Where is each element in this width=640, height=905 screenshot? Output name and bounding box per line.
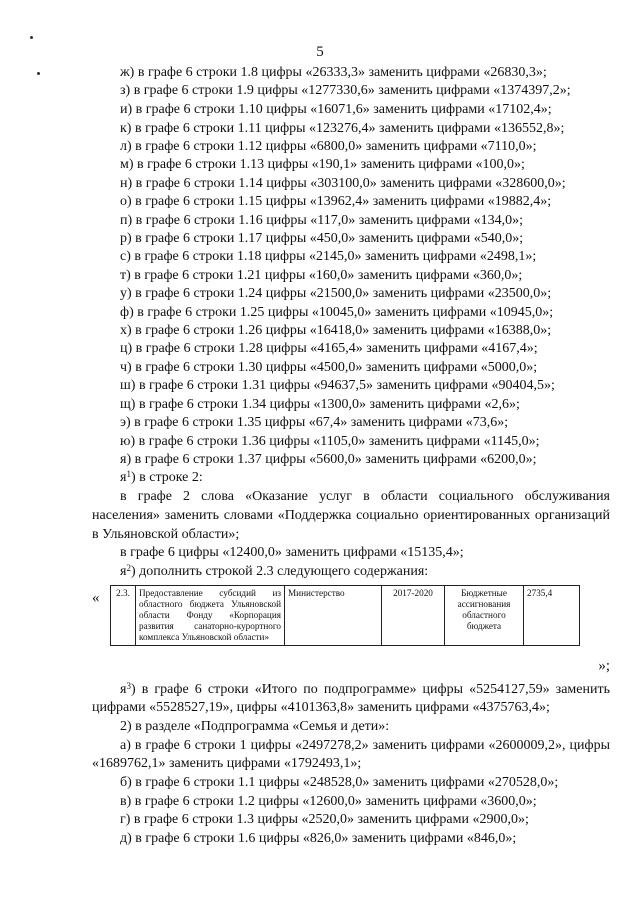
cell-description: Предоставление субсидий из областного бюджета Ульяновской области Фонду «Корпорация развития санаторно-курортного комплекса Ульяновской области»: [136, 585, 285, 645]
cell-number: 2.3.: [111, 585, 136, 645]
amendment-line-grafa6: в графе 6 цифры «12400,0» заменить цифрами «15135,4»;: [120, 545, 464, 561]
amendment-item: д) в графе 6 строки 1.6 цифры «826,0» заменить цифрами «846,0»;: [120, 830, 517, 846]
amendment-ya3: $я^3$) в графе 6 строки «Итого по подпрограмме» цифры «5254127,59» заменить цифрами «5528527,19», цифры «4101363,8» заменить цифрами «4375763,4»;: [92, 680, 610, 716]
amendment-item: к) в графе 6 строки 1.11 цифры «123276,4» заменить цифрами «136552,8»;: [120, 120, 565, 136]
amendment-item: ж) в графе 6 строки 1.8 цифры «26333,3» заменить цифрами «26830,3»;: [120, 65, 547, 80]
amendment-item: у) в графе 6 строки 1.24 цифры «21500,0» заменить цифрами «23500,0»;: [120, 286, 552, 302]
amendment-item: м) в графе 6 строки 1.13 цифры «190,1» заменить цифрами «100,0»;: [120, 157, 525, 173]
cell-source: Бюджетные ассигнования областного бюджета: [445, 585, 524, 645]
amendment-item: о) в графе 6 строки 1.15 цифры «13962,4» заменить цифрами «19882,4»;: [120, 194, 552, 210]
amendment-item: ф) в графе 6 строки 1.25 цифры «10045,0» заменить цифрами «10945,0»;: [120, 304, 554, 320]
amendment-item: с) в графе 6 строки 1.18 цифры «2145,0» заменить цифрами «2498,1»;: [120, 249, 537, 265]
inserted-row-block: [92, 585, 610, 677]
amendment-list-a: [92, 64, 610, 82]
amendment-item: х) в графе 6 строки 1.26 цифры «16418,0» заменить цифрами «16388,0»;: [120, 323, 552, 339]
amendment-item: р) в графе 6 строки 1.17 цифры «450,0» заменить цифрами «540,0»;: [120, 231, 524, 247]
table-row: [111, 585, 580, 645]
amendment-paragraph-grafa2: в графе 2 слова «Оказание услуг в области социального обслуживания населения» заменить словами «Поддержка социально ориентированных организаций в Ульяновской области»;: [92, 488, 610, 542]
amendment-item: л) в графе 6 строки 1.12 цифры «6800,0» заменить цифрами «7110,0»;: [120, 139, 537, 155]
amendment-item: в) в графе 6 строки 1.2 цифры «12600,0» заменить цифрами «3600,0»;: [120, 793, 537, 809]
amendment-item: ч) в графе 6 строки 1.30 цифры «4500,0» заменить цифрами «5000,0»;: [120, 359, 538, 375]
amendment-item: н) в графе 6 строки 1.14 цифры «303100,0» заменить цифрами «328600,0»;: [120, 175, 566, 191]
quote-open: «: [92, 589, 100, 606]
cell-years: 2017-2020: [382, 585, 445, 645]
amendment-item: б) в графе 6 строки 1.1 цифры «248528,0» заменить цифрами «270528,0»;: [120, 775, 559, 791]
amendment-item: г) в графе 6 строки 1.3 цифры «2520,0» заменить цифрами «2900,0»;: [120, 812, 529, 828]
cell-executor: Министерство: [285, 585, 382, 645]
document-body: [92, 64, 610, 848]
amendment-paragraph-a: а) в графе 6 строки 1 цифры «2497278,2» заменить цифрами «2600009,2», цифры «1689762,1» заменить цифрами «1792493,1»;: [92, 737, 610, 772]
amendment-item: я) в графе 6 строки 1.37 цифры «5600,0» заменить цифрами «6200,0»;: [120, 451, 537, 467]
cell-amount: 2735,4: [524, 585, 580, 645]
quote-close: »;: [598, 657, 610, 674]
amendment-item: и) в графе 6 строки 1.10 цифры «16071,6» заменить цифрами «17102,4»;: [120, 102, 552, 118]
amendment-list-b: [92, 101, 610, 469]
amendment-item: ю) в графе 6 строки 1.36 цифры «1105,0» заменить цифрами «1145,0»;: [120, 433, 540, 449]
amendment-item: ц) в графе 6 строки 1.28 цифры «4165,4» заменить цифрами «4167,4»;: [120, 341, 538, 357]
amendment-paragraph-z: з) в графе 6 строки 1.9 цифры «1277330,6» заменить цифрами «1374397,2»;: [120, 83, 571, 99]
scan-dot: [37, 72, 40, 75]
inserted-row-table: [110, 585, 580, 646]
amendment-item: п) в графе 6 строки 1.16 цифры «117,0» заменить цифрами «134,0»;: [120, 212, 524, 228]
amendment-item: щ) в графе 6 строки 1.34 цифры «1300,0» заменить цифрами «2,6»;: [120, 396, 520, 412]
amendment-item: э) в графе 6 строки 1.35 цифры «67,4» заменить цифрами «73,6»;: [120, 415, 509, 431]
amendment-item: т) в графе 6 строки 1.21 цифры «160,0» заменить цифрами «360,0»;: [120, 267, 523, 283]
page-number: 5: [316, 44, 324, 60]
amendment-ya1: $я^1$) в строке 2:: [120, 469, 203, 486]
scan-dot: [30, 36, 33, 39]
section-heading-2: 2) в разделе «Подпрограмма «Семья и дети»:: [120, 719, 390, 735]
amendment-item: ш) в графе 6 строки 1.31 цифры «94637,5» заменить цифрами «90404,5»;: [120, 378, 555, 394]
amendment-list-c: [92, 774, 610, 848]
amendment-ya2: $я^2$) дополнить строкой 2.3 следующего содержания:: [120, 562, 429, 579]
